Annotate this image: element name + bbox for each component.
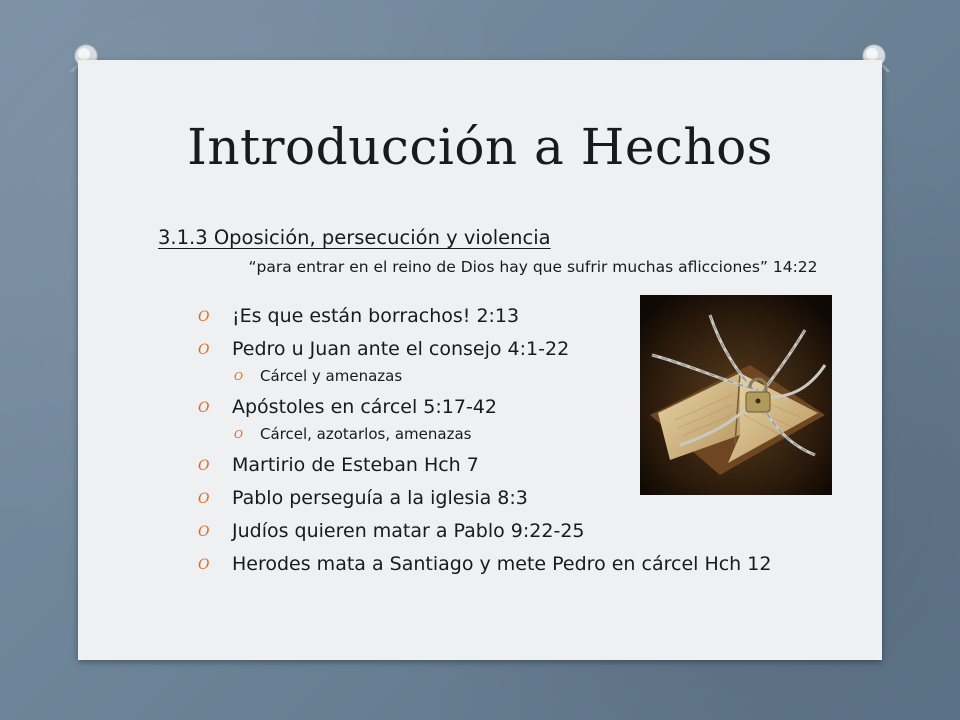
bullet-icon: O (198, 342, 210, 358)
list-item-text: Cárcel y amenazas (260, 367, 403, 385)
list-item-text: Pablo perseguía a la iglesia 8:3 (232, 487, 528, 509)
list-item-text: Herodes mata a Santiago y mete Pedro en cárcel Hch 12 (232, 553, 772, 575)
list-item-text: Martirio de Esteban Hch 7 (232, 454, 479, 476)
list-item (196, 520, 856, 544)
bullet-icon: O (198, 491, 210, 507)
slide-subtitle: 3.1.3 Oposición, persecución y violencia (158, 226, 551, 249)
list-item-text: Pedro u Juan ante el consejo 4:1-22 (232, 338, 570, 360)
bullet-icon: O (234, 370, 244, 383)
list-item-text: Apóstoles en cárcel 5:17-42 (232, 396, 497, 418)
chained-book-image (640, 295, 832, 495)
bullet-icon: O (198, 458, 210, 474)
list-item (196, 553, 856, 577)
bullet-icon: O (198, 557, 210, 573)
bullet-icon: O (198, 400, 210, 416)
list-item-text: ¡Es que están borrachos! 2:13 (232, 305, 520, 327)
bullet-icon: O (198, 524, 210, 540)
bullet-icon: O (198, 309, 210, 325)
list-item-text: Judíos quieren matar a Pablo 9:22-25 (232, 520, 585, 542)
bullet-icon: O (234, 428, 244, 441)
list-item-text: Cárcel, azotarlos, amenazas (260, 425, 472, 443)
bible-quote: “para entrar en el reino de Dios hay que sufrir muchas aflicciones” 14:22 (248, 258, 818, 276)
slide-title: Introducción a Hechos (187, 118, 773, 176)
